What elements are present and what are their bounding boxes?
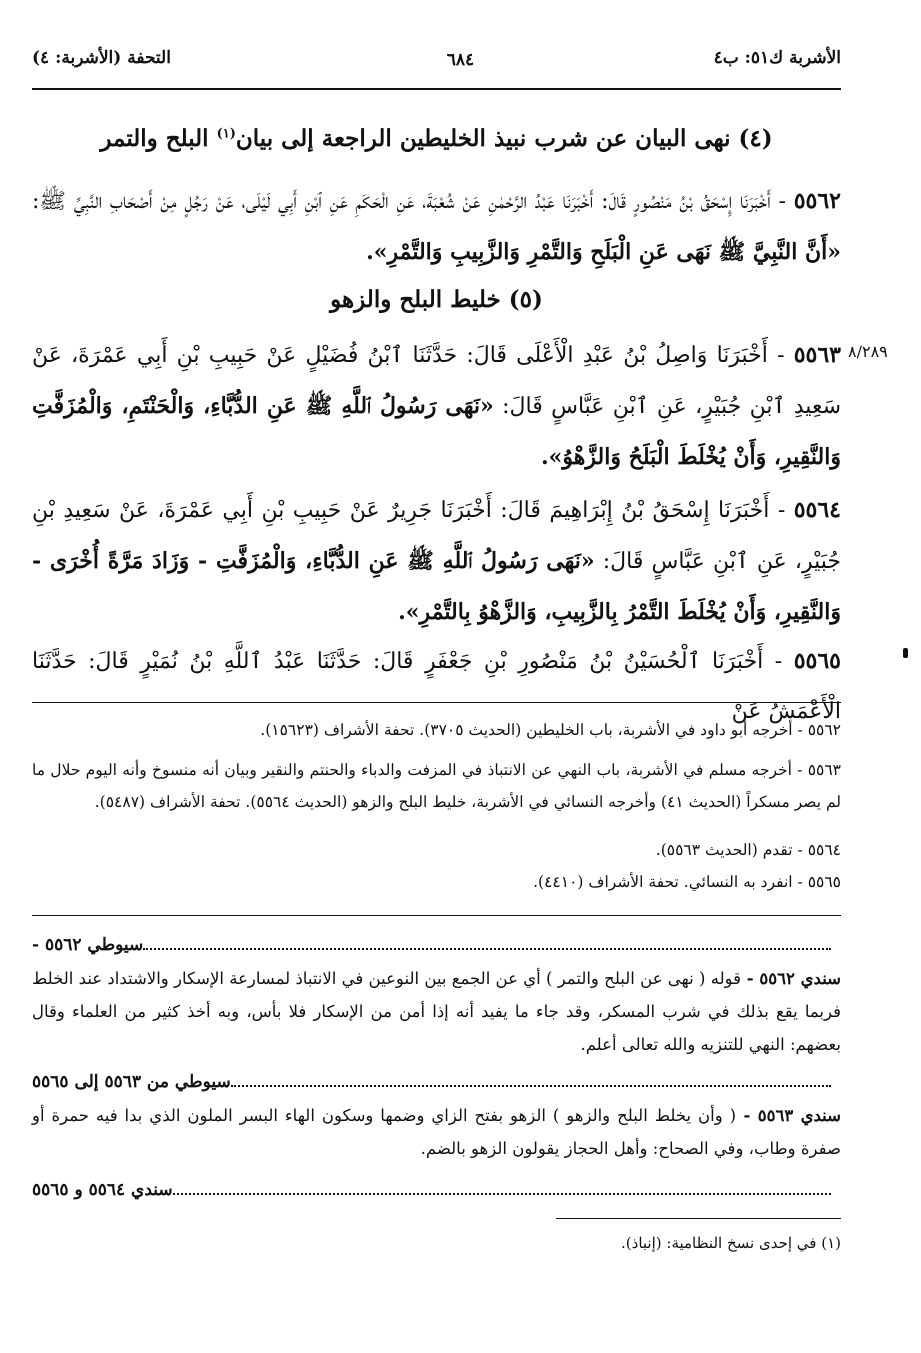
page-number: ٦٨٤ [446,50,475,70]
hadith-isnad: - أَخْبَرَنَا إِسْحَقُ بْنُ مَنْصُورٍ قَالَ: أَخْبَرَنَا عَبْدُ الرَّحْمٰنِ عَنْ شُعْبَةَ، عَنِ الْحَكَمِ عَنِ ٱبْنِ أَبِي لَيْلَى، عَنْ رَجُلٍ مِنْ أَصْحَابِ النَّبِيِّ ﷺ: [32,189,794,214]
suyuti-5563-label: سيوطي من ٥٥٦٣ إلى ٥٥٦٥ [32,1072,231,1092]
sharh-rule [32,915,841,916]
section-heading-4 [32,125,841,152]
hadith-number: ٥٥٦٤ [793,497,841,523]
sindi-5562-text: قوله ( نهى عن البلح والتمر ) أي عن الجمع بين النوعين في الانتباذ لمسارعة الإسكار والاشتداد عند الخلط فربما يقع بذلك في شرب المسكر، وقد جاء ما يفيد أنه إذا أمن من الإسكار فلا بأس، وبه أخذ كثير من العلماء وقال بعضهم: النهي للتنزيه والله تعالى أعلم. [32,969,841,1054]
header-rule [32,88,841,90]
sindi-5562-label: سندي ٥٥٦٢ - [741,969,842,988]
dotted-leader [173,1185,831,1195]
hadith-5563 [32,330,841,483]
suyuti-5562-label: سيوطي ٥٥٦٢ - [32,935,144,955]
section-heading-4-text: (٤) نهى البيان عن شرب نبيذ الخليطين الراجعة إلى بيان [235,125,773,152]
hadith-number: ٥٥٦٣ [793,342,841,368]
section-heading-5: (٥) خليط البلح والزهو [330,286,543,313]
sindi-5564-label: سندي ٥٥٦٤ و ٥٥٦٥ [32,1180,173,1200]
hadith-isnad: - أَخْبَرَنَا وَاصِلُ بْنُ عَبْدِ الْأَعْلَى قَالَ: حَدَّثَنَا ٱبْنُ فُضَيْلٍ عَنْ حَبِيبِ بْنِ أَبِي عَمْرَةَ، عَنْ سَعِيدِ ٱبْنِ جُبَيْرٍ، عَنِ ٱبْنِ عَبَّاسٍ قَالَ: [32,343,841,419]
hadith-matn: «نَهَى رَسُولُ ٱللَّهِ ﷺ عَنِ الدُّبَّاءِ، وَالْمُزَفَّتِ - وَزَادَ مَرَّةً أُخْرَى - وَالنَّقِيرِ، وَأَنْ يُخْلَطَ التَّمْرُ بِالزَّبِيبِ، وَالزَّهْوُ بِالتَّمْرِ». [32,548,841,625]
hadith-5564 [32,485,841,638]
note-5564: ٥٥٦٤ - تقدم (الحديث ٥٥٦٣). [655,841,841,859]
sindi-5564-row [32,1175,841,1205]
hadith-isnad: - أَخْبَرَنَا إِسْحَقُ بْنُ إِبْرَاهِيمَ قَالَ: أَخْبَرَنَا جَرِيرٌ عَنْ حَبِيبِ بْنِ أَبِي عَمْرَةَ، عَنْ سَعِيدِ بْنِ جُبَيْرٍ، عَنِ ٱبْنِ عَبَّاسٍ قَالَ: [32,498,841,574]
sindi-5563-text: ( وأن يخلط البلح والزهو ) الزهو بفتح الزاي وضمها وسكون الهاء البسر الملون الذي بدا فيه حمرة أو صفرة وطاب، وفي الصحاح: وأهل الحجاز يقولون الزهو بالضم. [32,1106,841,1158]
sindi-5563 [32,1099,841,1165]
sindi-5563-label: سندي ٥٥٦٣ - [736,1106,841,1125]
margin-mark [903,648,908,658]
dotted-leader [143,940,831,950]
note-5563: ٥٥٦٣ - أخرجه مسلم في الأشربة، باب النهي عن الانتباذ في المزفت والدباء والحنتم والنقير وبيان أنه منسوخ وأنه اليوم حلال ما لم يصر مسكراً (الحديث ٤١) وأخرجه النسائي في الأشربة، خليط البلح والزهو (الحديث ٥٥٦٤). تحفة الأشراف (٥٤٨٧). [32,761,841,811]
header-tuhfa-ref: التحفة (الأشربة: ٤) [32,48,171,68]
hadith-number: ٥٥٦٢ [793,188,841,214]
footnote: (١) في إحدى نسخ النظامية: (إنباذ). [621,1234,841,1252]
header-chapter-ref: الأشربة ك٥١: ب٤ [713,48,841,68]
hadith-isnad: - أَخْبَرَنَا ٱلْحُسَيْنُ بْنُ مَنْصُورِ بْنِ جَعْفَرٍ قَالَ: حَدَّثَنَا عَبْدُ ٱللَّهِ بْنُ نُمَيْرٍ قَالَ: حَدَّثَنَا الْأَعْمَشُ عَنْ [32,649,841,724]
hadith-5562 [32,176,841,278]
hadith-matn: «نَهَى رَسُولُ ٱللَّهِ ﷺ عَنِ الدُّبَّاءِ، وَالْحَنْتَمِ، وَالْمُزَفَّتِ وَالنَّقِيرِ، وَأَنْ يُخْلَطَ الْبَلَحُ وَالزَّهْوُ». [32,393,841,470]
hadith-matn: «أَنَّ النَّبِيَّ ﷺ نَهَى عَنِ الْبَلَحِ وَالتَّمْرِ وَالزَّبِيبِ وَالتَّمْرِ». [366,239,841,265]
notes-rule [32,702,841,703]
suyuti-5562-row [32,930,841,960]
section-heading-4-end: البلح والتمر [100,125,217,152]
dotted-leader [231,1077,831,1087]
margin-volume-ref: ٨/٢٨٩ [848,342,888,361]
sindi-5562 [32,962,841,1061]
footnote-rule [556,1218,841,1219]
hadith-number: ٥٥٦٥ [793,648,841,674]
note-5565: ٥٥٦٥ - انفرد به النسائي. تحفة الأشراف (٤٤١٠). [533,873,841,891]
note-5562: ٥٥٦٢ - أخرجه أبو داود في الأشربة، باب الخليطين (الحديث ٣٧٠٥). تحفة الأشراف (١٥٦٢٣). [260,721,841,739]
footnote-marker: (١) [216,126,236,142]
suyuti-5563-row [32,1067,841,1097]
